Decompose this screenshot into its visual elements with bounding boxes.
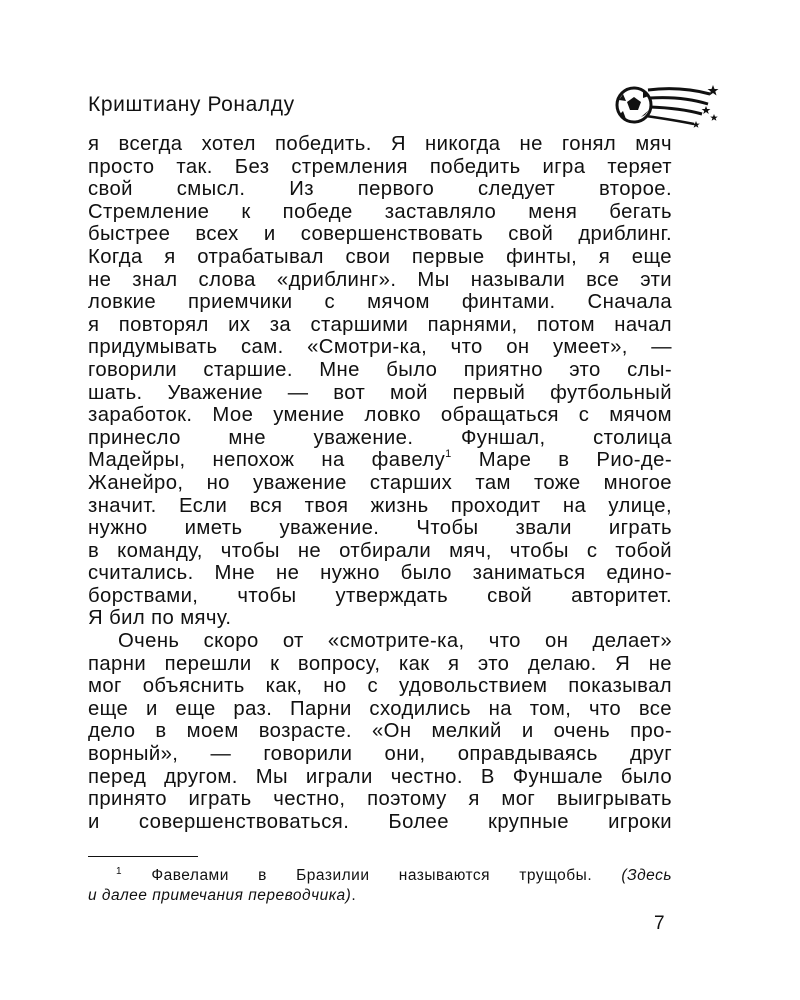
soccer-ball-stars-icon xyxy=(610,80,720,130)
footnote-mark: 1 xyxy=(116,866,123,877)
text-line: парни перешли к вопросу, как я это делаю. Я не xyxy=(88,652,672,675)
text-line: Стремление к победе заставляло меня бегать xyxy=(88,200,672,223)
text-line: в команду, чтобы не отбирали мяч, чтобы с тобой xyxy=(88,539,672,562)
text-line: еще и еще раз. Парни сходились на том, что все xyxy=(88,697,672,720)
text-line: мог объяснить как, но с удовольствием показывал xyxy=(88,675,672,698)
text-line: свой смысл. Из первого следует второе. xyxy=(88,178,672,201)
text-line: принято играть честно, поэтому я мог выигрывать xyxy=(88,788,672,811)
text-line: придумывать сам. «Смотри-ка, что он умеет», — xyxy=(88,336,672,359)
footnote-end: . xyxy=(351,886,357,904)
text-line: заработок. Мое умение ловко обращаться с мячом xyxy=(88,404,672,427)
text-line: считались. Мне не нужно было заниматься едино- xyxy=(88,562,672,585)
footnote xyxy=(88,866,672,905)
text-fragment: Маре в Рио-де- xyxy=(451,449,672,472)
page-number: 7 xyxy=(654,913,665,934)
text-line: и совершенствоваться. Более крупные игроки xyxy=(88,810,672,833)
footnote-reference: 1 xyxy=(445,448,452,461)
text-line: не знал слова «дриблинг». Мы называли все эти xyxy=(88,268,672,291)
text-line: дело в моем возрасте. «Он мелкий и очень про- xyxy=(88,720,672,743)
text-line: нужно иметь уважение. Чтобы звали играть xyxy=(88,517,672,540)
text-fragment: Мадейры, непохож на фавелу xyxy=(88,449,446,472)
text-line: борствами, чтобы утверждать свой авторитет. xyxy=(88,584,672,607)
footnote-line xyxy=(88,866,672,886)
text-line: Очень скоро от «смотрите-ка, что он делает» xyxy=(118,630,672,653)
text-line: я всегда хотел победить. Я никогда не гонял мяч xyxy=(88,133,672,155)
footnote-note: и далее примечания переводчика) xyxy=(88,886,352,904)
text-line: Жанейро, но уважение старших там тоже многое xyxy=(88,471,672,494)
text-line: значит. Если вся твоя жизнь проходит на улице, xyxy=(88,494,672,517)
text-line: говорили старшие. Мне было приятно это слы- xyxy=(88,358,672,381)
text-line xyxy=(88,449,672,472)
body-text xyxy=(88,133,672,833)
text-line: быстрее всех и совершенствовать свой дриблинг. xyxy=(88,223,672,246)
running-head: Криштиану Роналду xyxy=(88,93,295,116)
text-line: шать. Уважение — вот мой первый футбольный xyxy=(88,381,672,404)
text-line: принесло мне уважение. Фуншал, столица xyxy=(88,426,672,449)
text-line: перед другом. Мы играли честно. В Фуншале было xyxy=(88,765,672,788)
text-line: ворный», — говорили они, оправдываясь друг xyxy=(88,743,672,766)
text-line: Я бил по мячу. xyxy=(88,607,232,630)
text-line: Когда я отрабатывал свои первые финты, я еще xyxy=(88,245,672,268)
text-line: ловкие приемчики с мячом финтами. Сначала xyxy=(88,291,672,314)
footnote-text: Фавелами в Бразилии называются трущобы. xyxy=(122,867,593,884)
footnote-line xyxy=(88,886,672,906)
footnote-divider xyxy=(88,856,198,857)
text-line: просто так. Без стремления победить игра теряет xyxy=(88,155,672,178)
footnote-note: (Здесь xyxy=(592,867,672,884)
text-line: я повторял их за старшими парнями, потом начал xyxy=(88,313,672,336)
